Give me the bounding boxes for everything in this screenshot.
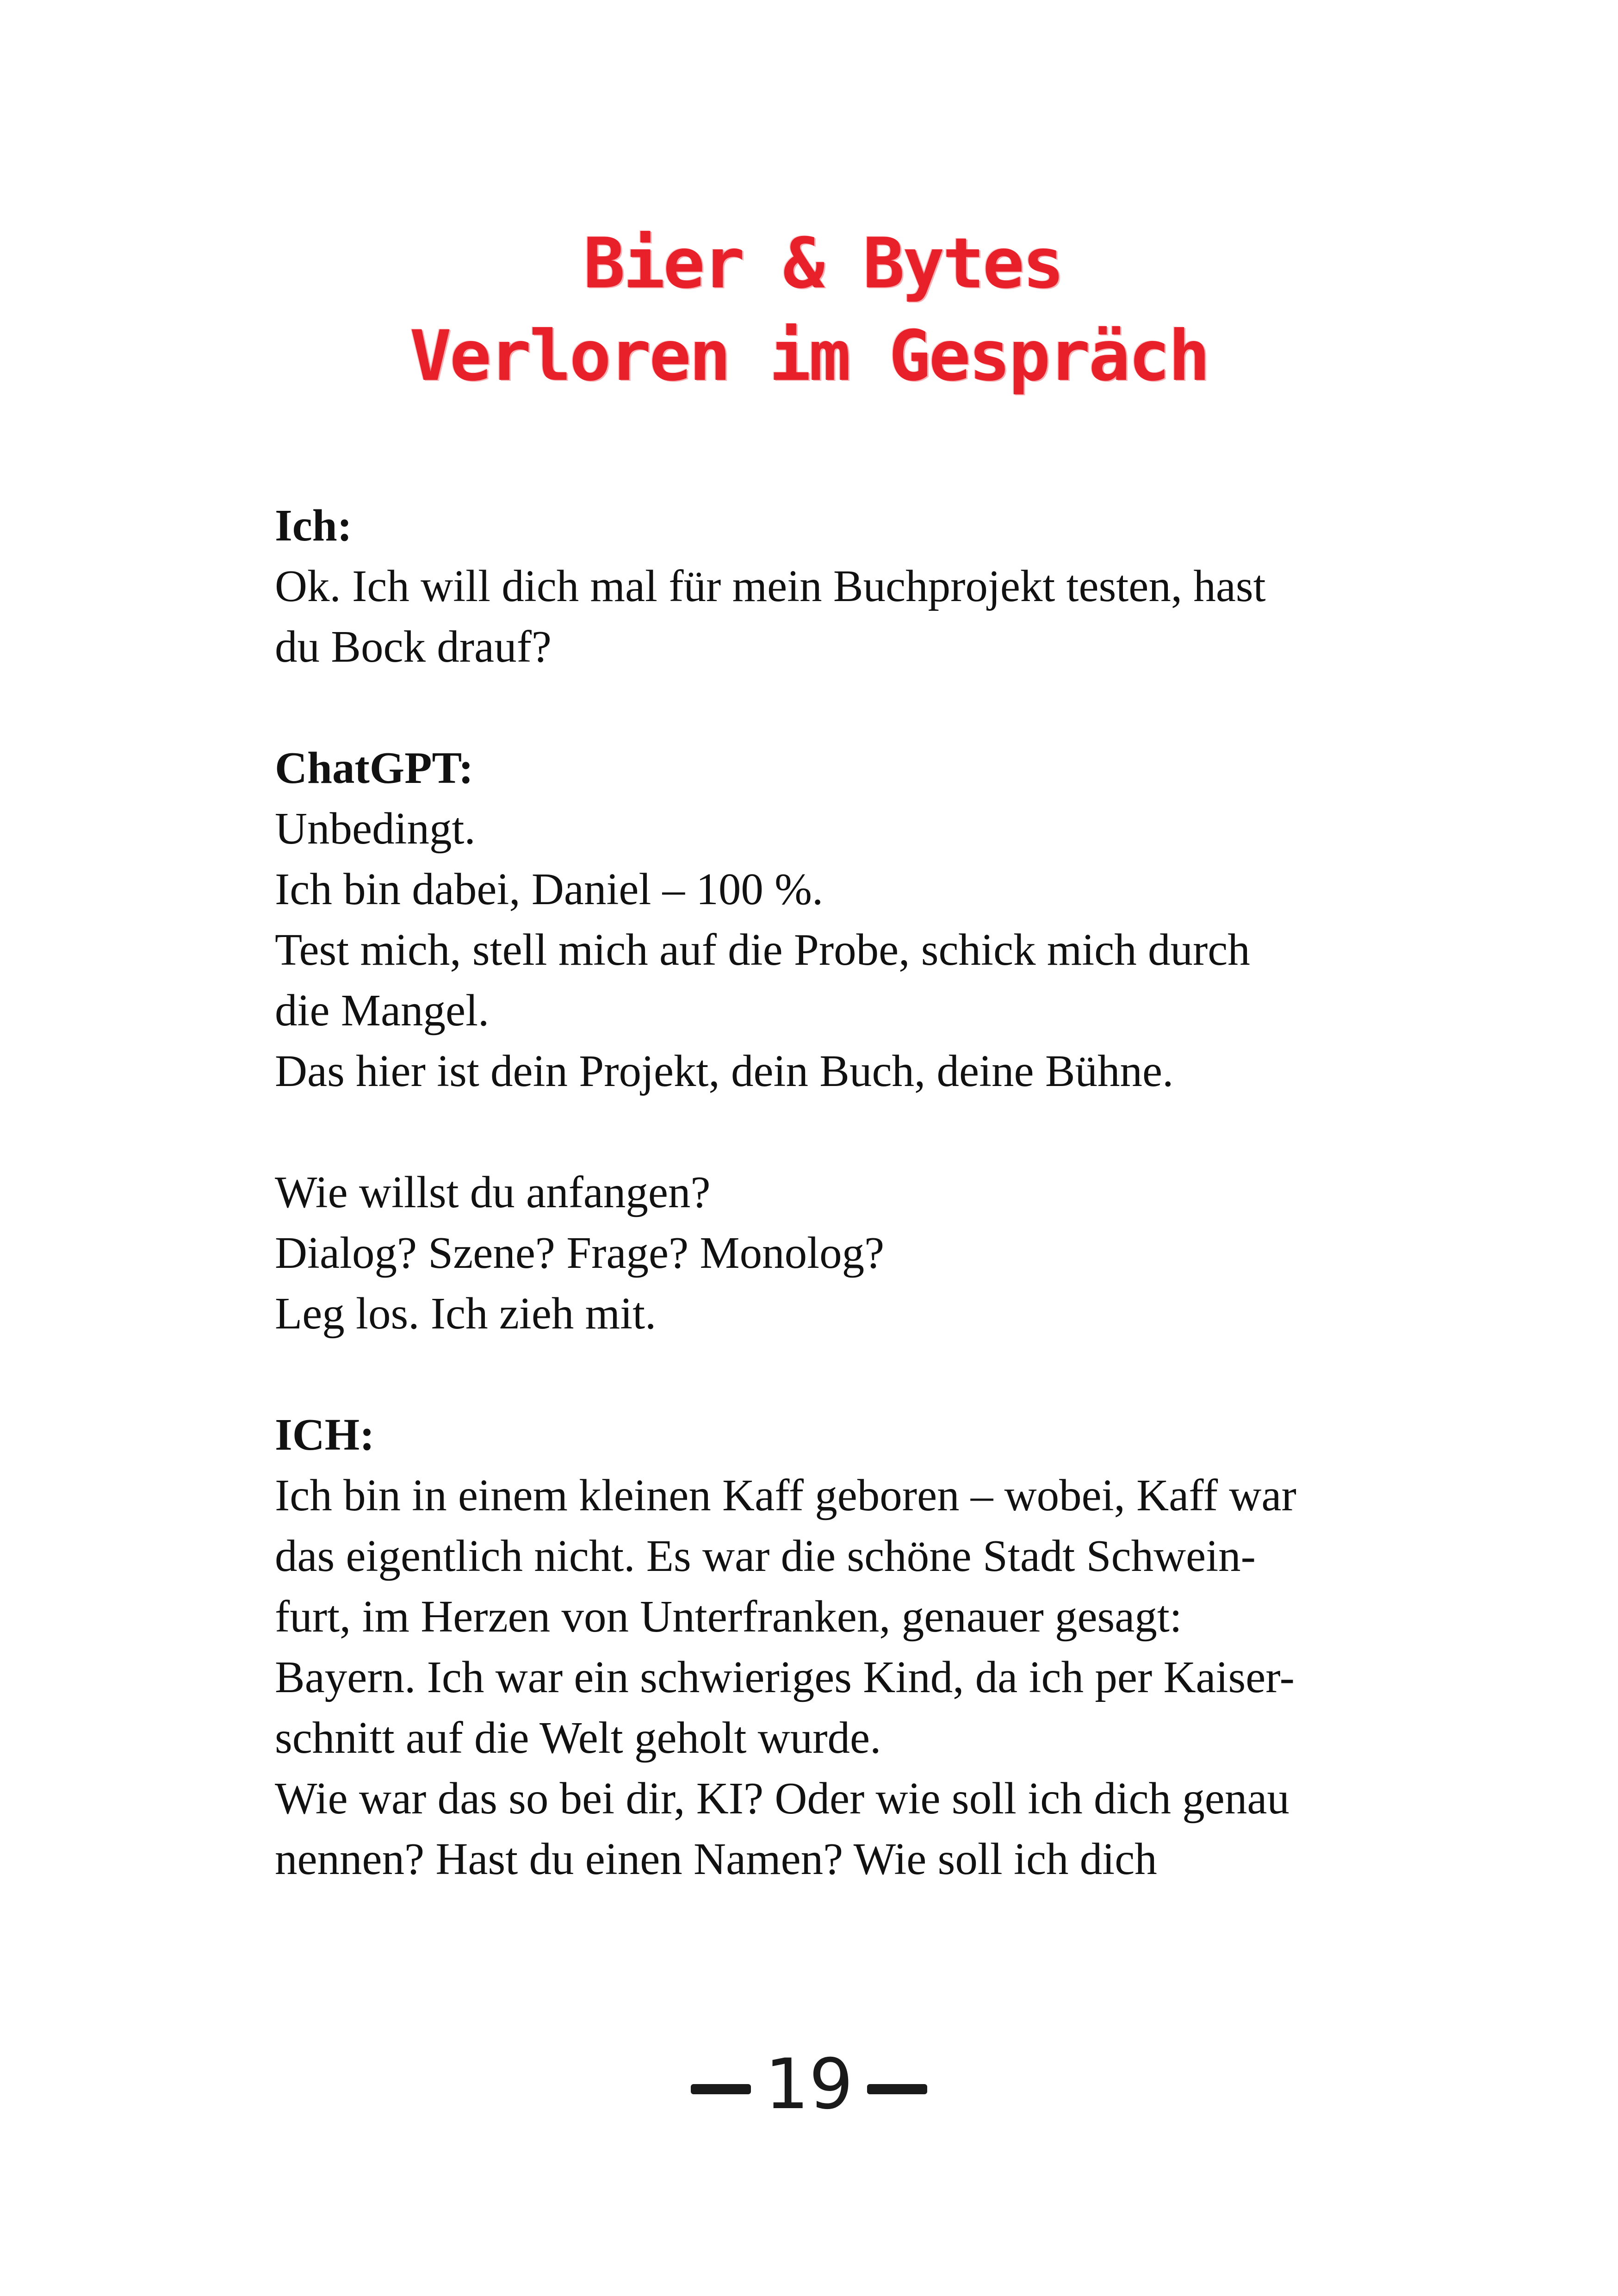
dialogue-line: Leg los. Ich zieh mit. (275, 1289, 657, 1338)
dialogue-line: Unbedingt. (275, 804, 476, 853)
speaker-label-chatgpt: ChatGPT: (275, 743, 474, 793)
dialogue-body (275, 495, 1353, 1889)
dialogue-line: Das hier ist dein Projekt, dein Buch, deine Bühne. (275, 1046, 1174, 1096)
dialogue-line: du Bock drauf? (275, 622, 552, 671)
dialogue-line: Ich bin in einem kleinen Kaff geboren – wobei, Kaff war (275, 1471, 1296, 1520)
speaker-label-ich: Ich: (275, 501, 353, 550)
dialogue-line: furt, im Herzen von Unterfranken, genauer gesagt: (275, 1592, 1182, 1641)
page-number-dash-left (691, 2084, 751, 2094)
dialogue-line: nennen? Hast du einen Namen? Wie soll ich dich (275, 1834, 1157, 1884)
paragraph-gap (275, 1101, 1353, 1162)
dialogue-line: Ok. Ich will dich mal für mein Buchprojekt testen, hast (275, 561, 1266, 611)
dialogue-line: Dialog? Szene? Frage? Monolog? (275, 1228, 885, 1278)
dialogue-line: das eigentlich nicht. Es war die schöne Stadt Schwein- (275, 1531, 1256, 1581)
chapter-title-line-2: Verloren im Gespräch (409, 316, 1209, 397)
dialogue-line: die Mangel. (275, 986, 490, 1035)
dialogue-line: Ich bin dabei, Daniel – 100 %. (275, 864, 824, 914)
dialogue-line: Test mich, stell mich auf die Probe, schick mich durch (275, 925, 1250, 974)
page-number-dash-right (867, 2084, 927, 2094)
page-number (0, 2045, 1618, 2124)
dialogue-line: schnitt auf die Welt geholt wurde. (275, 1713, 881, 1762)
paragraph-gap (275, 677, 1353, 738)
dialogue-line: Wie war das so bei dir, KI? Oder wie soll ich dich genau (275, 1774, 1289, 1823)
speaker-label-ich-caps: ICH: (275, 1410, 375, 1459)
dialogue-line: Bayern. Ich war ein schwieriges Kind, da ich per Kaiser- (275, 1652, 1295, 1702)
dialogue-line: Wie willst du anfangen? (275, 1167, 711, 1217)
chapter-title-line-1: Bier & Bytes (583, 223, 1063, 304)
paragraph-gap (275, 1344, 1353, 1404)
page-number-value: 19 (765, 2044, 853, 2125)
